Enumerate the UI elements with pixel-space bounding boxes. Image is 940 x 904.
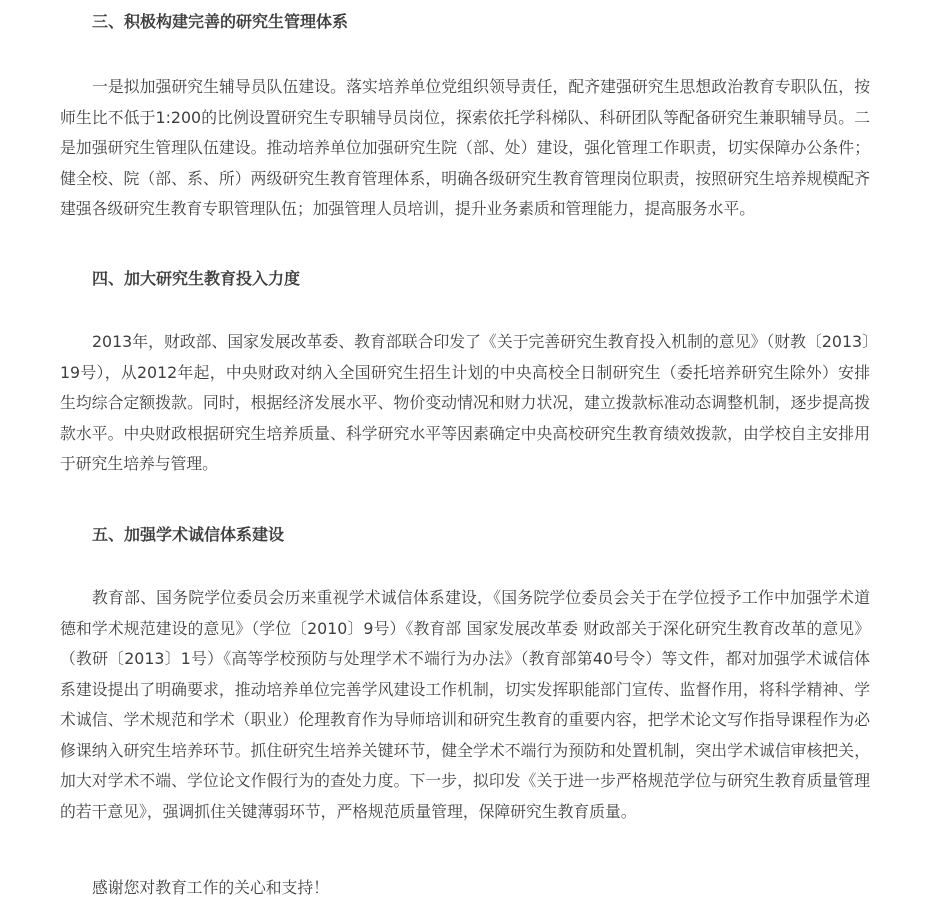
section-heading-3: 三、积极构建完善的研究生管理体系 [92,12,349,31]
section-paragraph-3: 一是拟加强研究生辅导员队伍建设。落实培养单位党组织领导责任，配齐建强研究生思想政治教育专职队伍，按师生比不低于1:200的比例设置研究生专职辅导员岗位，探索依托学科梯队、科研团队等配备研究生兼职辅导员。二是加强研究生管理队伍建设。推动培养单位加强研究生院（部、处）建设，强化管理工作职责，切实保障办公条件；健全校、院（部、系、所）两级研究生教育管理体系，明确各级研究生教育管理岗位职责，按照研究生培养规模配齐建强各级研究生教育专职管理队伍；加强管理人员培训，提升业务素质和管理能力，提高服务水平。 [60,77,870,218]
section-heading-5: 五、加强学术诚信体系建设 [92,525,285,544]
section-heading-4: 四、加大研究生教育投入力度 [92,269,301,288]
closing-text: 感谢您对教育工作的关心和支持！ [92,878,329,897]
section-paragraph-5: 教育部、国务院学位委员会历来重视学术诚信体系建设，《国务院学位委员会关于在学位授予工作中加强学术道德和学术规范建设的意见》（学位〔2010〕9号）《教育部 国家发展改革委 财政部关于深化研究生教育改革的意见》（教研〔2013〕1号）《高等学校预防与处理学术不端行为办法》（教育部第40号令）等文件，都对加强学术诚信体系建设提出了明确要求，推动培养单位完善学风建设工作机制，切实发挥职能部门宣传、监督作用，将科学精神、学术诚信、学术规范和学术（职业）伦理教育作为导师培训和研究生教育的重要内容，把学术论文写作指导课程作为必修课纳入研究生培养环节。抓住研究生培养关键环节，健全学术不端行为预防和处置机制，突出学术诚信审核把关，加大对学术不端、学位论文作假行为的查处力度。下一步，拟印发《关于进一步严格规范学位与研究生教育质量管理的若干意见》，强调抓住关键薄弱环节，严格规范质量管理，保障研究生教育质量。 [60,588,870,821]
section-paragraph-4: 2013年，财政部、国家发展改革委、教育部联合印发了《关于完善研究生教育投入机制的意见》（财教〔2013〕19号），从2012年起，中央财政对纳入全国研究生招生计划的中央高校全日制研究生（委托培养研究生除外）安排生均综合定额拨款。同时，根据经济发展水平、物价变动情况和财力状况，建立拨款标准动态调整机制，逐步提高拨款水平。中央财政根据研究生培养质量、科学研究水平等因素确定中央高校研究生教育绩效拨款，由学校自主安排用于研究生培养与管理。 [60,332,870,473]
